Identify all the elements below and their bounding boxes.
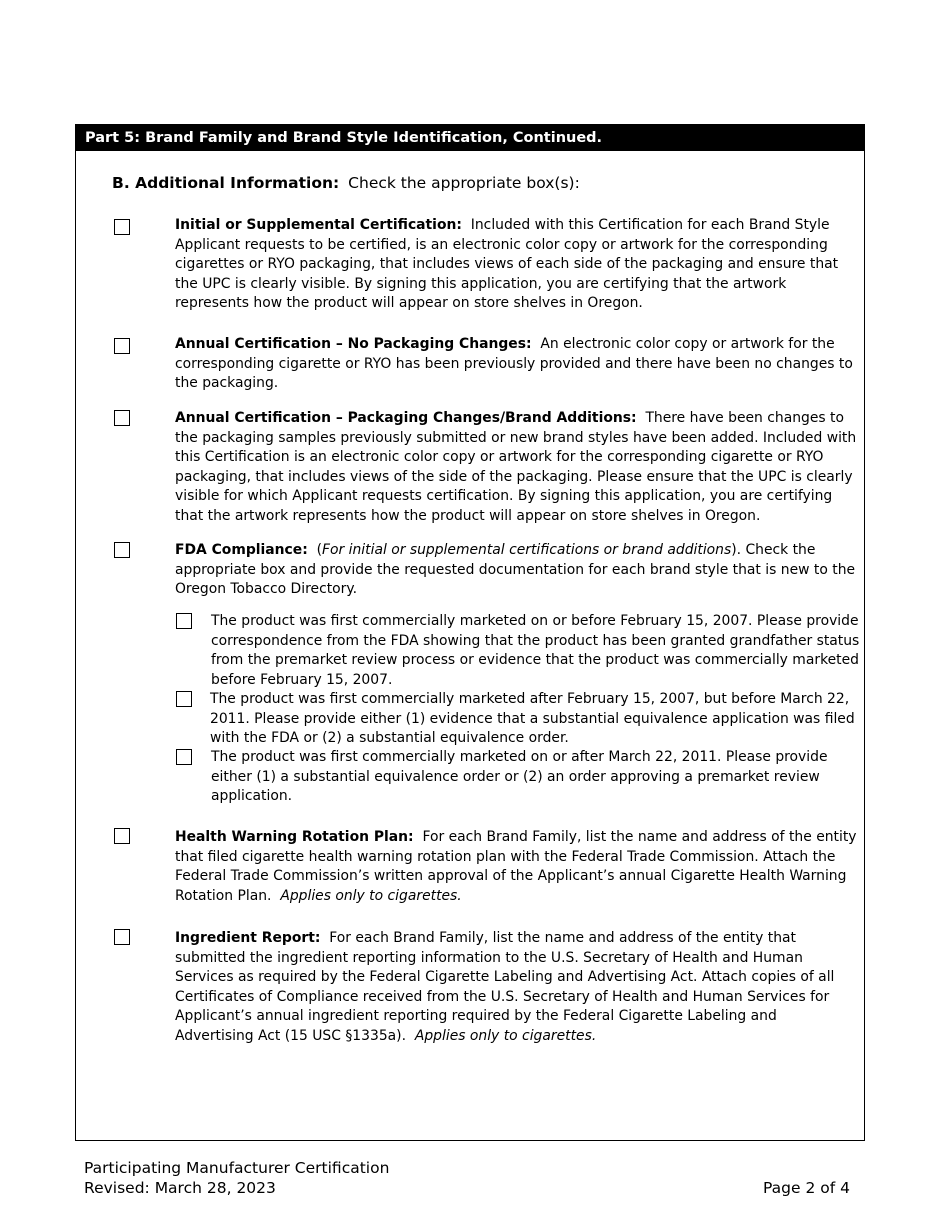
item-body: For each Brand Family, list the name and address of the entity that submitted the ingredient reporting information to the U.S. Secretary of Health and Human Services as required by the Federal Cigarette Labeling and Advertising Act. Attach copies of all Certificates of Compliance received from the U.S. Secretary of Health and Human Services for Applicant’s annual ingredient reporting required by the Federal Cigarette Labeling and Advertising Act (15 USC §1335a). — [175, 930, 835, 1044]
section-b-label: B. Additional Information: — [112, 174, 340, 192]
annual-changes-text — [175, 409, 857, 527]
footer-left — [84, 1158, 389, 1198]
health-warning-text — [175, 828, 857, 906]
footer-form-name: Participating Manufacturer Certification — [84, 1159, 390, 1177]
item-body: For each Brand Family, list the name and address of the entity that filed cigarette health warning rotation plan with the Federal Trade Commission. Attach the Federal Trade Commission’s written approval of the Applicant’s annual Cigarette Health Warning Rotation Plan. — [175, 829, 857, 904]
fda-option-before-2007-checkbox[interactable] — [176, 613, 192, 629]
fda-option-after-2011-text: The product was first commercially marketed on or after March 22, 2011. Please provide either (1) a substantial equivalence order or (2) an order approving a premarket review application. — [211, 749, 828, 805]
item-pre: ( — [316, 542, 323, 558]
footer-page-number: Page 2 of 4 — [763, 1179, 850, 1197]
item-title: Initial or Supplemental Certification: — [175, 217, 462, 233]
item-title: Health Warning Rotation Plan: — [175, 829, 414, 845]
item-note: For initial or supplemental certifications or brand additions — [322, 542, 732, 558]
section-b-instruction: Check the appropriate box(s): — [348, 174, 580, 192]
fda-option-2007-2011-checkbox[interactable] — [176, 691, 192, 707]
fda-compliance-checkbox[interactable] — [114, 542, 130, 558]
annual-changes-checkbox[interactable] — [114, 410, 130, 426]
health-warning-checkbox[interactable] — [114, 828, 130, 844]
item-title: Ingredient Report: — [175, 930, 321, 946]
ingredient-report-text — [175, 929, 857, 1047]
initial-certification-text — [175, 216, 857, 314]
item-note: Applies only to cigarettes. — [414, 1027, 597, 1044]
annual-no-changes-text — [175, 335, 857, 394]
part-header: Part 5: Brand Family and Brand Style Identification, Continued. — [76, 125, 864, 151]
footer-revised: Revised: March 28, 2023 — [84, 1179, 276, 1197]
form-frame — [75, 124, 865, 1141]
fda-option-before-2007-text: The product was first commercially marketed on or before February 15, 2007. Please provide correspondence from the FDA showing that the product has been granted grandfather status from the premarket review process or evidence that the product was commercially marketed before February 15, 2007. — [211, 613, 860, 688]
item-title: Annual Certification – Packaging Changes/Brand Additions: — [175, 410, 637, 426]
ingredient-report-checkbox[interactable] — [114, 929, 130, 945]
item-body: Included with this Certification for each Brand Style Applicant requests to be certified, is an electronic color copy or artwork for the corresponding cigarettes or RYO packaging, that includes views of each side of the packaging and ensure that the UPC is clearly visible. By signing this application, you are certifying that the artwork represents how the product will appear on store shelves in Oregon. — [175, 217, 839, 312]
annual-no-changes-checkbox[interactable] — [114, 338, 130, 354]
fda-compliance-text — [175, 541, 857, 600]
section-b-heading — [112, 174, 580, 192]
item-body: An electronic color copy or artwork for the corresponding cigarette or RYO has been previously provided and there have been no changes to the packaging. — [175, 336, 853, 392]
fda-option-after-2011-checkbox[interactable] — [176, 749, 192, 765]
initial-certification-checkbox[interactable] — [114, 219, 130, 235]
item-title: FDA Compliance: — [175, 542, 308, 558]
item-body: There have been changes to the packaging samples previously submitted or new brand styles have been added. Included with this Certification is an electronic color copy or artwork for the corresponding cigarette or RYO packaging, that includes views of the side of the packaging. Please ensure that the UPC is clearly visible for which Applicant requests certification. By signing this application, you are certifying that the artwork represents how the product will appear on store shelves in Oregon. — [175, 410, 857, 524]
item-body: ). Check the appropriate box and provide the requested documentation for each brand style that is new to the Oregon Tobacco Directory. — [175, 542, 856, 598]
item-note: Applies only to cigarettes. — [280, 887, 462, 904]
item-title: Annual Certification – No Packaging Changes: — [175, 336, 532, 352]
fda-option-2007-2011-text: The product was first commercially marketed after February 15, 2007, but before March 22, 2011. Please provide either (1) evidence that a substantial equivalence application was filed with the FDA or (2) a substantial equivalence order. — [210, 691, 855, 747]
